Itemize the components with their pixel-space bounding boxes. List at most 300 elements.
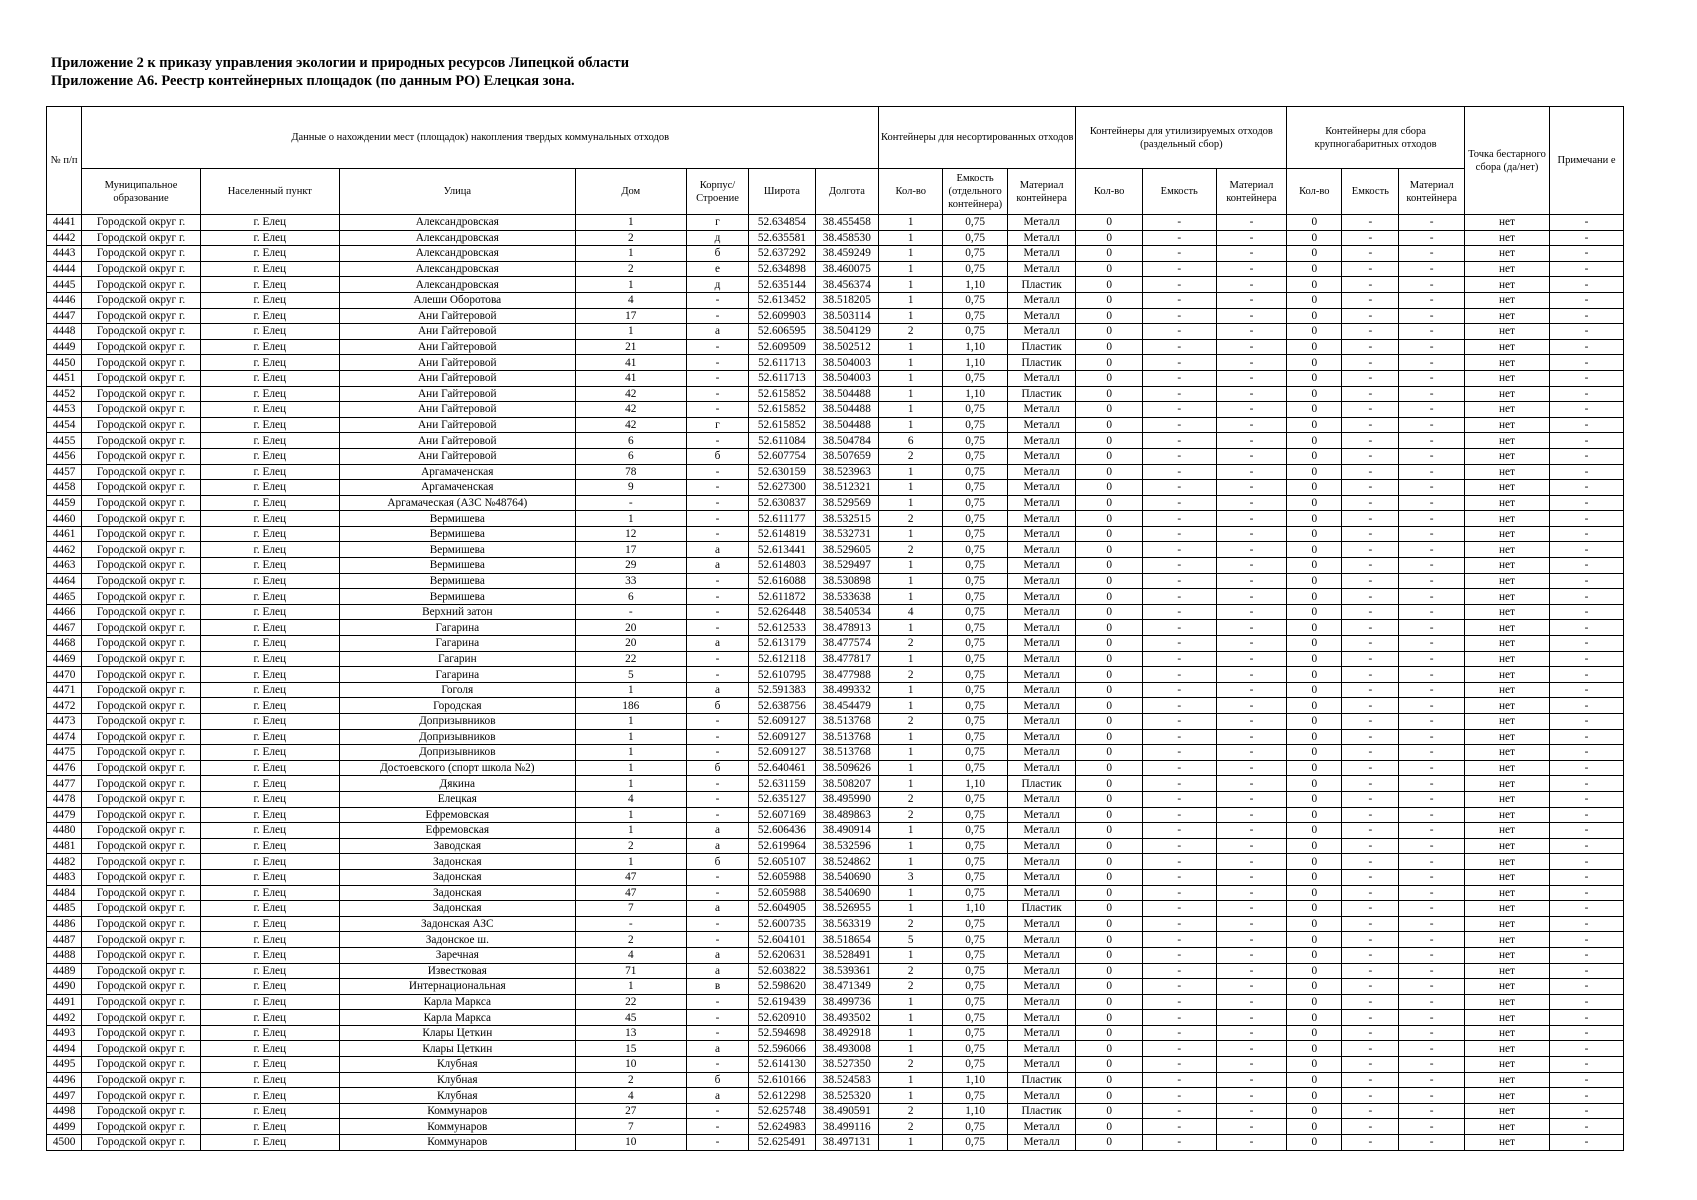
cell-recyclable-count: 0: [1076, 1041, 1142, 1057]
cell-unsorted-capacity: 0,75: [943, 1057, 1007, 1073]
cell-number: 4473: [47, 714, 82, 730]
cell-municipality: Городской округ г.: [82, 916, 200, 932]
cell-bulky-count: 0: [1287, 511, 1342, 527]
cell-building: -: [686, 1057, 748, 1073]
cell-recyclable-count: 0: [1076, 370, 1142, 386]
cell-house: 2: [575, 932, 686, 948]
cell-unsorted-capacity: 0,75: [943, 869, 1007, 885]
cell-house: 27: [575, 1103, 686, 1119]
cell-street: Александровская: [339, 277, 575, 293]
cell-bagless: нет: [1464, 464, 1549, 480]
cell-recyclable-capacity: -: [1142, 464, 1216, 480]
cell-unsorted-material: Металл: [1007, 698, 1076, 714]
cell-house: 78: [575, 464, 686, 480]
cell-latitude: 52.605988: [749, 885, 815, 901]
cell-number: 4499: [47, 1119, 82, 1135]
cell-bulky-capacity: -: [1342, 1103, 1399, 1119]
cell-recyclable-count: 0: [1076, 714, 1142, 730]
cell-latitude: 52.611872: [749, 589, 815, 605]
cell-bagless: нет: [1464, 308, 1549, 324]
cell-municipality: Городской округ г.: [82, 464, 200, 480]
cell-settlement: г. Елец: [200, 526, 339, 542]
cell-unsorted-count: 1: [879, 1072, 943, 1088]
cell-number: 4475: [47, 745, 82, 761]
cell-number: 4466: [47, 604, 82, 620]
table-row: [47, 901, 1624, 917]
cell-longitude: 38.540690: [815, 885, 878, 901]
cell-bulky-count: 0: [1287, 495, 1342, 511]
cell-street: Городская: [339, 698, 575, 714]
cell-bulky-count: 0: [1287, 1041, 1342, 1057]
cell-street: Гагарина: [339, 667, 575, 683]
cell-recyclable-material: -: [1216, 1072, 1287, 1088]
cell-municipality: Городской округ г.: [82, 791, 200, 807]
table-row: [47, 1057, 1624, 1073]
cell-bagless: нет: [1464, 698, 1549, 714]
cell-latitude: 52.613179: [749, 636, 815, 652]
cell-bulky-capacity: -: [1342, 417, 1399, 433]
cell-municipality: Городской округ г.: [82, 308, 200, 324]
cell-note: -: [1550, 230, 1624, 246]
cell-recyclable-count: 0: [1076, 1072, 1142, 1088]
cell-recyclable-capacity: -: [1142, 511, 1216, 527]
cell-recyclable-capacity: -: [1142, 402, 1216, 418]
cell-bagless: нет: [1464, 807, 1549, 823]
cell-unsorted-count: 1: [879, 261, 943, 277]
cell-settlement: г. Елец: [200, 246, 339, 262]
table-row: [47, 729, 1624, 745]
cell-recyclable-material: -: [1216, 932, 1287, 948]
table-row: [47, 636, 1624, 652]
cell-house: 2: [575, 261, 686, 277]
cell-bulky-count: 0: [1287, 448, 1342, 464]
cell-recyclable-capacity: -: [1142, 230, 1216, 246]
cell-number: 4469: [47, 651, 82, 667]
cell-bulky-count: 0: [1287, 324, 1342, 340]
cell-bagless: нет: [1464, 448, 1549, 464]
table-row: [47, 355, 1624, 371]
cell-recyclable-count: 0: [1076, 885, 1142, 901]
cell-recyclable-capacity: -: [1142, 947, 1216, 963]
cell-longitude: 38.499736: [815, 994, 878, 1010]
col-header-recyclable-capacity: Емкость: [1142, 169, 1216, 215]
cell-recyclable-material: -: [1216, 1103, 1287, 1119]
cell-settlement: г. Елец: [200, 916, 339, 932]
cell-unsorted-capacity: 0,75: [943, 402, 1007, 418]
cell-unsorted-material: Металл: [1007, 511, 1076, 527]
cell-longitude: 38.477988: [815, 667, 878, 683]
cell-bulky-count: 0: [1287, 292, 1342, 308]
cell-longitude: 38.454479: [815, 698, 878, 714]
cell-unsorted-capacity: 1,10: [943, 277, 1007, 293]
cell-bulky-capacity: -: [1342, 885, 1399, 901]
col-header-recyclable-material: Материал контейнера: [1216, 169, 1287, 215]
cell-recyclable-count: 0: [1076, 791, 1142, 807]
col-header-house: Дом: [575, 169, 686, 215]
cell-bagless: нет: [1464, 869, 1549, 885]
cell-settlement: г. Елец: [200, 542, 339, 558]
cell-unsorted-capacity: 0,75: [943, 932, 1007, 948]
cell-municipality: Городской округ г.: [82, 901, 200, 917]
table-row: [47, 511, 1624, 527]
cell-recyclable-count: 0: [1076, 698, 1142, 714]
cell-bagless: нет: [1464, 979, 1549, 995]
table-row: [47, 760, 1624, 776]
cell-street: Гагарин: [339, 651, 575, 667]
cell-bagless: нет: [1464, 947, 1549, 963]
cell-recyclable-material: -: [1216, 495, 1287, 511]
cell-note: -: [1550, 464, 1624, 480]
cell-bulky-material: -: [1399, 573, 1464, 589]
cell-number: 4482: [47, 854, 82, 870]
cell-bulky-capacity: -: [1342, 495, 1399, 511]
cell-house: 2: [575, 838, 686, 854]
cell-unsorted-count: 2: [879, 511, 943, 527]
col-header-municipality: Муниципальное образование: [82, 169, 200, 215]
cell-longitude: 38.503114: [815, 308, 878, 324]
cell-longitude: 38.508207: [815, 776, 878, 792]
cell-recyclable-material: -: [1216, 823, 1287, 839]
cell-street: Гагарина: [339, 636, 575, 652]
cell-unsorted-capacity: 0,75: [943, 433, 1007, 449]
cell-longitude: 38.512321: [815, 480, 878, 496]
cell-bagless: нет: [1464, 1088, 1549, 1104]
cell-bulky-material: -: [1399, 433, 1464, 449]
cell-unsorted-capacity: 0,75: [943, 760, 1007, 776]
cell-recyclable-count: 0: [1076, 464, 1142, 480]
cell-bagless: нет: [1464, 714, 1549, 730]
table-row: [47, 698, 1624, 714]
cell-recyclable-count: 0: [1076, 869, 1142, 885]
table-row: [47, 791, 1624, 807]
cell-bulky-count: 0: [1287, 745, 1342, 761]
cell-latitude: 52.609127: [749, 745, 815, 761]
cell-bagless: нет: [1464, 604, 1549, 620]
cell-unsorted-capacity: 0,75: [943, 963, 1007, 979]
cell-bulky-capacity: -: [1342, 246, 1399, 262]
cell-latitude: 52.635581: [749, 230, 815, 246]
cell-municipality: Городской округ г.: [82, 526, 200, 542]
cell-recyclable-material: -: [1216, 963, 1287, 979]
cell-bulky-count: 0: [1287, 230, 1342, 246]
table-row: [47, 604, 1624, 620]
cell-longitude: 38.563319: [815, 916, 878, 932]
col-header-bagless: Точка бестарного сбора (да/нет): [1464, 107, 1549, 215]
cell-number: 4468: [47, 636, 82, 652]
cell-building: -: [686, 526, 748, 542]
cell-bulky-count: 0: [1287, 651, 1342, 667]
cell-recyclable-material: -: [1216, 308, 1287, 324]
cell-street: Коммунаров: [339, 1119, 575, 1135]
cell-settlement: г. Елец: [200, 355, 339, 371]
cell-bagless: нет: [1464, 355, 1549, 371]
cell-bulky-material: -: [1399, 1119, 1464, 1135]
cell-settlement: г. Елец: [200, 1041, 339, 1057]
cell-bulky-material: -: [1399, 979, 1464, 995]
cell-recyclable-material: -: [1216, 573, 1287, 589]
cell-recyclable-capacity: -: [1142, 745, 1216, 761]
cell-building: -: [686, 480, 748, 496]
cell-note: -: [1550, 604, 1624, 620]
cell-number: 4489: [47, 963, 82, 979]
cell-longitude: 38.504003: [815, 370, 878, 386]
cell-note: -: [1550, 448, 1624, 464]
cell-municipality: Городской округ г.: [82, 1103, 200, 1119]
cell-bulky-material: -: [1399, 760, 1464, 776]
cell-bulky-capacity: -: [1342, 526, 1399, 542]
cell-bulky-count: 0: [1287, 277, 1342, 293]
cell-unsorted-capacity: 0,75: [943, 526, 1007, 542]
cell-bulky-capacity: -: [1342, 791, 1399, 807]
cell-bagless: нет: [1464, 386, 1549, 402]
cell-unsorted-capacity: 0,75: [943, 589, 1007, 605]
document-header: [51, 54, 629, 90]
cell-street: Коммунаров: [339, 1135, 575, 1151]
cell-unsorted-material: Металл: [1007, 729, 1076, 745]
cell-building: б: [686, 246, 748, 262]
table-row: [47, 1072, 1624, 1088]
cell-longitude: 38.532515: [815, 511, 878, 527]
cell-bulky-capacity: -: [1342, 947, 1399, 963]
cell-recyclable-count: 0: [1076, 854, 1142, 870]
cell-longitude: 38.471349: [815, 979, 878, 995]
cell-note: -: [1550, 324, 1624, 340]
cell-recyclable-material: -: [1216, 448, 1287, 464]
cell-bulky-capacity: -: [1342, 402, 1399, 418]
cell-unsorted-capacity: 0,75: [943, 1135, 1007, 1151]
cell-street: Александровская: [339, 215, 575, 231]
cell-recyclable-material: -: [1216, 1119, 1287, 1135]
cell-note: -: [1550, 526, 1624, 542]
cell-recyclable-count: 0: [1076, 308, 1142, 324]
cell-bulky-count: 0: [1287, 698, 1342, 714]
cell-recyclable-count: 0: [1076, 480, 1142, 496]
cell-house: 6: [575, 448, 686, 464]
cell-bulky-count: 0: [1287, 1010, 1342, 1026]
cell-bulky-count: 0: [1287, 1025, 1342, 1041]
cell-recyclable-capacity: -: [1142, 324, 1216, 340]
cell-bulky-capacity: -: [1342, 1025, 1399, 1041]
cell-building: г: [686, 215, 748, 231]
cell-unsorted-capacity: 0,75: [943, 604, 1007, 620]
cell-building: -: [686, 651, 748, 667]
cell-longitude: 38.490591: [815, 1103, 878, 1119]
cell-number: 4461: [47, 526, 82, 542]
cell-latitude: 52.612298: [749, 1088, 815, 1104]
cell-house: 41: [575, 355, 686, 371]
cell-note: -: [1550, 745, 1624, 761]
cell-unsorted-count: 1: [879, 495, 943, 511]
cell-unsorted-count: 2: [879, 667, 943, 683]
cell-bulky-material: -: [1399, 838, 1464, 854]
cell-building: -: [686, 1103, 748, 1119]
cell-bagless: нет: [1464, 745, 1549, 761]
cell-recyclable-material: -: [1216, 636, 1287, 652]
col-header-number: № п/п: [47, 107, 82, 215]
cell-house: 42: [575, 386, 686, 402]
cell-unsorted-material: Металл: [1007, 869, 1076, 885]
cell-bulky-material: -: [1399, 714, 1464, 730]
cell-settlement: г. Елец: [200, 745, 339, 761]
table-row: [47, 339, 1624, 355]
cell-house: 22: [575, 651, 686, 667]
cell-recyclable-material: -: [1216, 542, 1287, 558]
cell-bulky-count: 0: [1287, 261, 1342, 277]
table-row: [47, 526, 1624, 542]
cell-unsorted-count: 1: [879, 230, 943, 246]
cell-settlement: г. Елец: [200, 776, 339, 792]
cell-bulky-count: 0: [1287, 869, 1342, 885]
cell-bagless: нет: [1464, 261, 1549, 277]
cell-latitude: 52.611713: [749, 355, 815, 371]
cell-unsorted-material: Металл: [1007, 402, 1076, 418]
cell-recyclable-count: 0: [1076, 604, 1142, 620]
cell-municipality: Городской округ г.: [82, 480, 200, 496]
cell-house: 17: [575, 308, 686, 324]
cell-recyclable-capacity: -: [1142, 1119, 1216, 1135]
cell-unsorted-count: 1: [879, 1135, 943, 1151]
cell-recyclable-capacity: -: [1142, 869, 1216, 885]
cell-street: Карла Маркса: [339, 1010, 575, 1026]
cell-bulky-capacity: -: [1342, 324, 1399, 340]
cell-bulky-capacity: -: [1342, 386, 1399, 402]
cell-note: -: [1550, 1119, 1624, 1135]
cell-bagless: нет: [1464, 682, 1549, 698]
table-row: [47, 277, 1624, 293]
cell-unsorted-count: 1: [879, 573, 943, 589]
cell-bagless: нет: [1464, 433, 1549, 449]
table-row: [47, 869, 1624, 885]
cell-latitude: 52.614803: [749, 558, 815, 574]
cell-municipality: Городской округ г.: [82, 1057, 200, 1073]
cell-latitude: 52.620910: [749, 1010, 815, 1026]
cell-unsorted-count: 1: [879, 386, 943, 402]
cell-house: 21: [575, 339, 686, 355]
cell-municipality: Городской округ г.: [82, 215, 200, 231]
cell-recyclable-material: -: [1216, 230, 1287, 246]
cell-unsorted-capacity: 0,75: [943, 573, 1007, 589]
cell-recyclable-capacity: -: [1142, 932, 1216, 948]
cell-unsorted-count: 1: [879, 370, 943, 386]
cell-street: Клубная: [339, 1057, 575, 1073]
cell-bulky-material: -: [1399, 854, 1464, 870]
cell-recyclable-capacity: -: [1142, 433, 1216, 449]
cell-unsorted-material: Металл: [1007, 947, 1076, 963]
table-row: [47, 963, 1624, 979]
cell-longitude: 38.504003: [815, 355, 878, 371]
cell-recyclable-capacity: -: [1142, 682, 1216, 698]
cell-settlement: г. Елец: [200, 963, 339, 979]
cell-street: Ани Гайтеровой: [339, 402, 575, 418]
cell-municipality: Городской округ г.: [82, 542, 200, 558]
cell-bulky-capacity: -: [1342, 901, 1399, 917]
cell-street: Задонское ш.: [339, 932, 575, 948]
cell-note: -: [1550, 932, 1624, 948]
cell-unsorted-count: 1: [879, 339, 943, 355]
cell-unsorted-capacity: 0,75: [943, 698, 1007, 714]
cell-house: 1: [575, 854, 686, 870]
cell-unsorted-material: Металл: [1007, 464, 1076, 480]
cell-number: 4476: [47, 760, 82, 776]
cell-number: 4462: [47, 542, 82, 558]
table-row: [47, 682, 1624, 698]
cell-number: 4456: [47, 448, 82, 464]
cell-unsorted-capacity: 1,10: [943, 386, 1007, 402]
cell-longitude: 38.518654: [815, 932, 878, 948]
cell-bulky-capacity: -: [1342, 807, 1399, 823]
cell-note: -: [1550, 308, 1624, 324]
cell-bulky-material: -: [1399, 355, 1464, 371]
cell-house: 10: [575, 1057, 686, 1073]
cell-bulky-material: -: [1399, 417, 1464, 433]
cell-unsorted-material: Металл: [1007, 963, 1076, 979]
cell-street: Ефремовская: [339, 807, 575, 823]
cell-street: Александровская: [339, 246, 575, 262]
cell-recyclable-material: -: [1216, 386, 1287, 402]
cell-unsorted-capacity: 0,75: [943, 246, 1007, 262]
cell-building: -: [686, 292, 748, 308]
cell-longitude: 38.504129: [815, 324, 878, 340]
cell-latitude: 52.594698: [749, 1025, 815, 1041]
cell-unsorted-material: Металл: [1007, 807, 1076, 823]
cell-recyclable-material: -: [1216, 901, 1287, 917]
cell-building: а: [686, 682, 748, 698]
cell-number: 4458: [47, 480, 82, 496]
cell-bulky-material: -: [1399, 511, 1464, 527]
cell-recyclable-count: 0: [1076, 651, 1142, 667]
cell-bulky-material: -: [1399, 745, 1464, 761]
cell-recyclable-count: 0: [1076, 292, 1142, 308]
cell-number: 4477: [47, 776, 82, 792]
table-row: [47, 714, 1624, 730]
cell-settlement: г. Елец: [200, 714, 339, 730]
cell-settlement: г. Елец: [200, 339, 339, 355]
cell-bulky-count: 0: [1287, 963, 1342, 979]
cell-unsorted-count: 1: [879, 1041, 943, 1057]
cell-recyclable-count: 0: [1076, 246, 1142, 262]
cell-unsorted-count: 1: [879, 854, 943, 870]
cell-unsorted-count: 1: [879, 745, 943, 761]
cell-municipality: Городской округ г.: [82, 636, 200, 652]
cell-street: Ани Гайтеровой: [339, 308, 575, 324]
cell-unsorted-capacity: 0,75: [943, 1088, 1007, 1104]
cell-settlement: г. Елец: [200, 1010, 339, 1026]
cell-longitude: 38.492918: [815, 1025, 878, 1041]
cell-municipality: Городской округ г.: [82, 745, 200, 761]
cell-settlement: г. Елец: [200, 1072, 339, 1088]
cell-building: -: [686, 667, 748, 683]
cell-recyclable-count: 0: [1076, 402, 1142, 418]
cell-number: 4491: [47, 994, 82, 1010]
cell-number: 4488: [47, 947, 82, 963]
cell-number: 4449: [47, 339, 82, 355]
cell-number: 4445: [47, 277, 82, 293]
cell-bulky-material: -: [1399, 947, 1464, 963]
cell-note: -: [1550, 869, 1624, 885]
cell-unsorted-material: Металл: [1007, 573, 1076, 589]
cell-house: 20: [575, 636, 686, 652]
cell-longitude: 38.513768: [815, 745, 878, 761]
cell-unsorted-material: Металл: [1007, 542, 1076, 558]
cell-number: 4450: [47, 355, 82, 371]
cell-building: -: [686, 386, 748, 402]
cell-note: -: [1550, 838, 1624, 854]
cell-latitude: 52.625748: [749, 1103, 815, 1119]
cell-unsorted-material: Пластик: [1007, 339, 1076, 355]
cell-unsorted-capacity: 0,75: [943, 230, 1007, 246]
cell-longitude: 38.499116: [815, 1119, 878, 1135]
cell-recyclable-material: -: [1216, 339, 1287, 355]
